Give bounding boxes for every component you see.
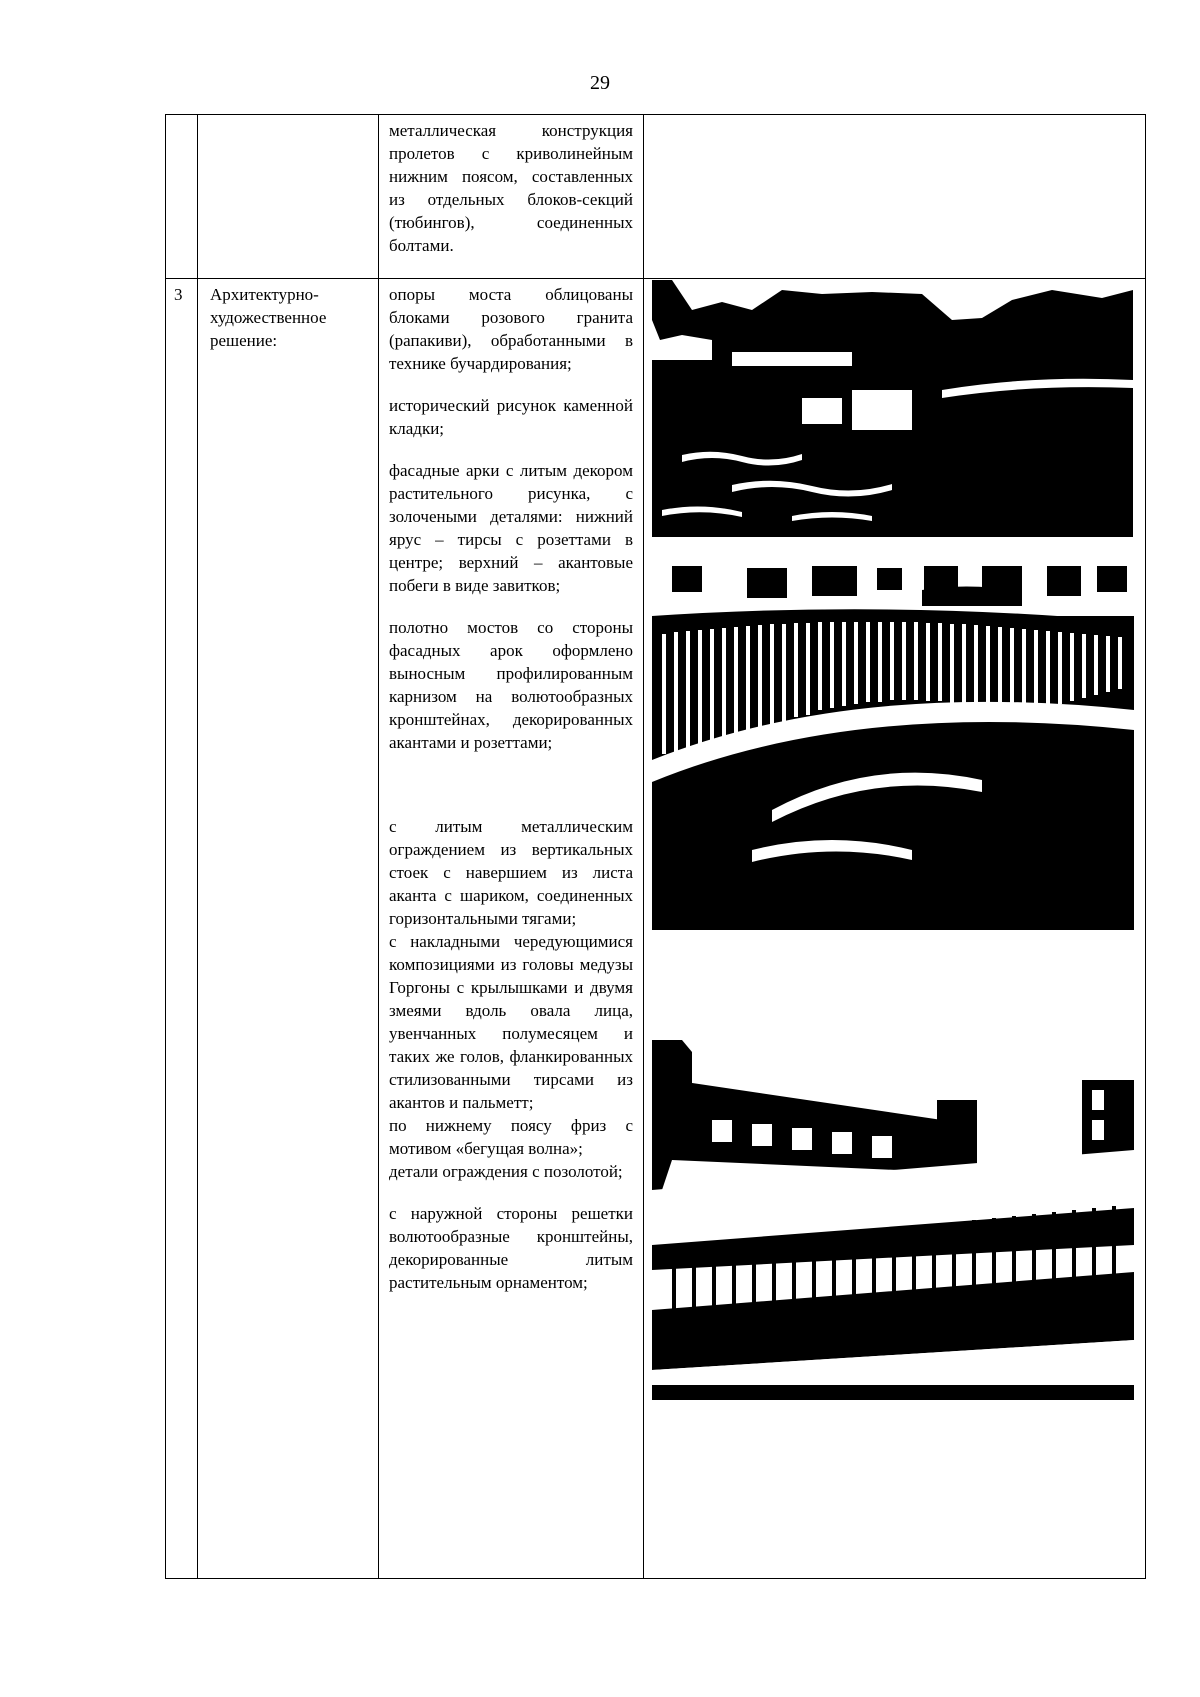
page-number: 29 bbox=[590, 72, 610, 94]
description-paragraph: детали ограждения с позолотой; bbox=[389, 1162, 623, 1181]
description-paragraph: фасадные арки с литым декором растительного рисунка, с золочеными деталями: нижний ярус – тирсы с розеттами в центре; верхний – акантовые побеги в виде завитков; bbox=[389, 461, 633, 595]
row-name-cell bbox=[198, 279, 379, 1579]
description-paragraph: исторический рисунок каменной кладки; bbox=[389, 396, 633, 438]
description-paragraph: с накладными чередующимися композициями из головы медузы Горгоны с крылышками и двумя змеями вдоль овала лица, увенчанных полумесяцем и таких же голов, фланкированных стилизованными тирсами из акантов и пальметт; bbox=[389, 932, 633, 1112]
row-description-cell bbox=[379, 279, 644, 1579]
row-number-cell bbox=[166, 115, 198, 279]
photo-cell bbox=[644, 115, 1146, 279]
description-paragraph: с литым металлическим ограждением из вертикальных стоек с навершием из листа аканта с шариком, соединенных горизонтальными тягами; bbox=[389, 817, 633, 928]
row-number: 3 bbox=[174, 285, 183, 304]
table-row bbox=[166, 115, 1146, 279]
row-description-cell bbox=[379, 115, 644, 279]
description-paragraph: по нижнему поясу фриз с мотивом «бегущая волна»; bbox=[389, 1116, 633, 1158]
description-paragraph: полотно мостов со стороны фасадных арок оформлено выносным профилированным карнизом на волютообразных кронштейнах, декорированных акантами и розеттами; bbox=[389, 618, 633, 752]
row-number bbox=[166, 115, 197, 119]
description-paragraph: опоры моста облицованы блоками розового гранита (рапакиви), обработанными в технике бучардирования; bbox=[389, 285, 633, 373]
row-name-cell bbox=[198, 115, 379, 279]
description-paragraph: с наружной стороны решетки волютообразные кронштейны, декорированные литым растительным орнаментом; bbox=[389, 1204, 633, 1292]
row-name: Архитектурно-художественное решение: bbox=[210, 285, 327, 350]
description-paragraph: металлическая конструкция пролетов с криволинейным нижним поясом, составленных из отдельных блоков-секций (тюбингов), соединенных болтами. bbox=[389, 121, 633, 255]
bridge-photo-canal bbox=[652, 280, 1133, 537]
row-number-cell bbox=[166, 279, 198, 1579]
row-name bbox=[198, 115, 378, 119]
bridge-photo-railing bbox=[652, 560, 1134, 930]
bridge-photo-embankment bbox=[652, 1040, 1134, 1400]
